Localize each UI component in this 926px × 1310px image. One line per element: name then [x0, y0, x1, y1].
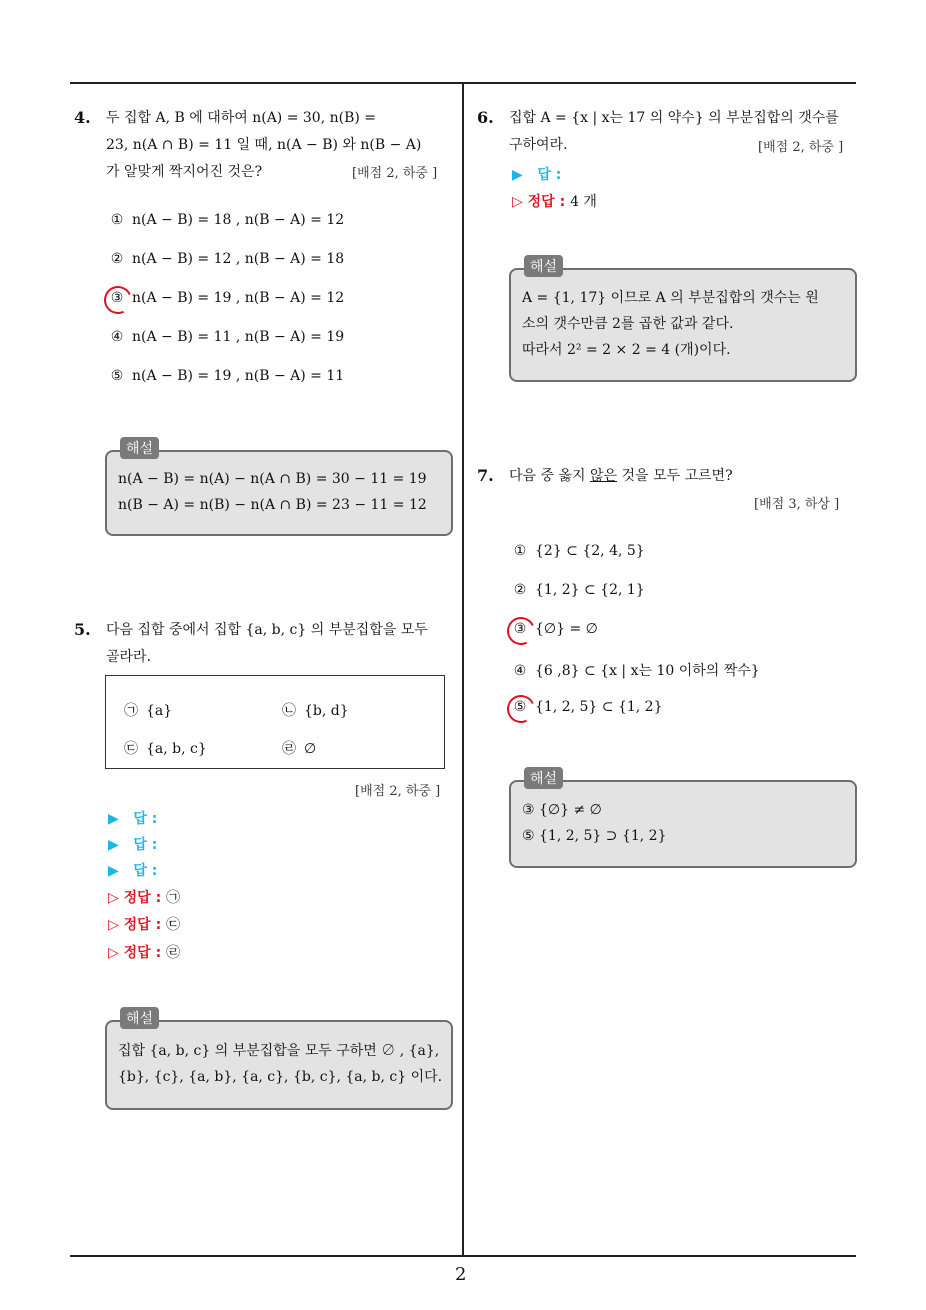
item-text: ∅ [304, 741, 317, 757]
score-label: [배점 2, 하중 ] [355, 784, 441, 799]
correct-answer-line [108, 914, 180, 934]
play-icon: ▶ [108, 837, 119, 853]
choice-4[interactable] [108, 329, 344, 345]
choice-text: {2} ⊂ {2, 4, 5} [535, 543, 645, 559]
choice-text: n(A − B) = 19 , n(B − A) = 12 [132, 290, 345, 306]
box-item-b[interactable] [280, 700, 349, 720]
explanation-line: 따라서 2² = 2 × 2 = 4 (개)이다. [522, 342, 731, 358]
choice-mark: ③ [513, 621, 527, 637]
correct-label: 정답 : [123, 945, 162, 961]
choice-1[interactable] [511, 543, 645, 559]
play-icon: ▶ [512, 167, 523, 183]
item-mark: ㉣ [282, 741, 296, 757]
box-item-c[interactable] [122, 738, 207, 758]
play-icon: ▶ [108, 863, 119, 879]
explanation-line: ③ {∅} ≠ ∅ [522, 802, 602, 818]
outline-play-icon: ▷ [512, 194, 523, 210]
choice-text: {∅} = ∅ [535, 621, 598, 637]
explanation-line: 소의 갯수만큼 2를 곱한 값과 같다. [522, 316, 734, 332]
outline-play-icon: ▷ [108, 917, 119, 933]
choice-mark: ⑤ [513, 699, 527, 715]
bottom-rule [70, 1255, 856, 1257]
choice-mark: ⑤ [110, 368, 124, 384]
explanation-line: A = {1, 17} 이므로 A 의 부분집합의 갯수는 원 [522, 290, 819, 306]
correct-answer-line [108, 887, 180, 907]
answer-circle-mark [503, 613, 539, 649]
correct-value: ㉠ [166, 890, 181, 906]
choice-text: {6 ,8} ⊂ {x | x는 10 이하의 짝수} [535, 663, 760, 679]
correct-answer-line [512, 191, 597, 211]
choice-text: n(A − B) = 19 , n(B − A) = 11 [132, 368, 345, 384]
choice-2[interactable] [511, 582, 645, 598]
question-text-line: 구하여라. [509, 137, 568, 153]
explanation-line: {b}, {c}, {a, b}, {a, c}, {b, c}, {a, b, c} 이다. [118, 1069, 443, 1085]
explanation-tag: 해설 [524, 255, 563, 277]
choice-mark: ② [513, 582, 527, 598]
choice-text: {1, 2, 5} ⊂ {1, 2} [535, 699, 663, 715]
explanation-line: n(B − A) = n(B) − n(A ∩ B) = 23 − 11 = 12 [118, 497, 427, 513]
choice-text: n(A − B) = 11 , n(B − A) = 19 [132, 329, 345, 345]
answer-label: 답 : [133, 837, 158, 853]
choice-mark: ④ [513, 663, 527, 679]
item-text: {b, d} [304, 703, 349, 719]
answer-label: 답 : [537, 167, 562, 183]
answer-line [108, 834, 157, 854]
score-label: [배점 2, 하중 ] [352, 166, 438, 181]
explanation-line: n(A − B) = n(A) − n(A ∩ B) = 30 − 11 = 19 [118, 471, 427, 487]
correct-answer-line [108, 942, 180, 962]
answer-line [108, 808, 157, 828]
choice-mark: ④ [110, 329, 124, 345]
page-number: 2 [455, 1264, 467, 1285]
answer-line [108, 860, 157, 880]
explanation-line: 집합 {a, b, c} 의 부분집합을 모두 구하면 ∅ , {a}, [118, 1043, 440, 1059]
question-number: 6. [477, 108, 494, 127]
item-mark: ㉡ [282, 703, 296, 719]
choice-mark: ① [110, 212, 124, 228]
choice-1[interactable] [108, 212, 344, 228]
choice-text: {1, 2} ⊂ {2, 1} [535, 582, 645, 598]
item-text: {a} [146, 703, 173, 719]
question-number: 4. [74, 108, 91, 127]
question-text-line: 골라라. [106, 649, 152, 665]
choice-2[interactable] [108, 251, 344, 267]
choice-mark: ① [513, 543, 527, 559]
play-icon: ▶ [108, 811, 119, 827]
correct-value: ㉢ [166, 917, 181, 933]
underlined-word: 않은 [589, 468, 618, 484]
question-text-line: 두 집합 A, B 에 대하여 n(A) = 30, n(B) = [106, 110, 377, 126]
correct-label: 정답 : [527, 194, 566, 210]
correct-value: ㉣ [166, 945, 181, 961]
explanation-line: ⑤ {1, 2, 5} ⊃ {1, 2} [522, 828, 667, 844]
outline-play-icon: ▷ [108, 945, 119, 961]
correct-label: 정답 : [123, 890, 162, 906]
answer-circle-mark [100, 282, 136, 318]
question-text-line: 가 알맞게 짝지어진 것은? [106, 164, 263, 180]
question-text-line: 다음 집합 중에서 집합 {a, b, c} 의 부분집합을 모두 [106, 622, 428, 638]
outline-play-icon: ▷ [108, 890, 119, 906]
box-item-d[interactable] [280, 738, 316, 758]
item-mark: ㉢ [124, 741, 138, 757]
question-number: 5. [74, 620, 91, 639]
correct-value: 4 개 [570, 194, 597, 210]
explanation-tag: 해설 [524, 767, 563, 789]
correct-label: 정답 : [123, 917, 162, 933]
question-text: 것을 모두 고르면? [617, 468, 733, 484]
box-item-a[interactable] [122, 700, 172, 720]
score-label: [배점 3, 하상 ] [754, 497, 840, 512]
question-text-line: 23, n(A ∩ B) = 11 일 때, n(A − B) 와 n(B − A) [106, 137, 422, 153]
choice-text: n(A − B) = 18 , n(B − A) = 12 [132, 212, 345, 228]
answer-label: 답 : [133, 811, 158, 827]
choice-3[interactable] [108, 290, 344, 306]
choice-mark: ③ [110, 290, 124, 306]
choice-text: n(A − B) = 12 , n(B − A) = 18 [132, 251, 345, 267]
question-text: 다음 중 옳지 [509, 468, 590, 484]
question-text-line [509, 463, 733, 490]
answer-line [512, 164, 561, 184]
column-divider [462, 82, 464, 1256]
item-text: {a, b, c} [146, 741, 207, 757]
choice-mark: ② [110, 251, 124, 267]
choice-4[interactable] [511, 660, 760, 680]
answer-label: 답 : [133, 863, 158, 879]
explanation-tag: 해설 [120, 437, 159, 459]
choice-5[interactable] [108, 368, 344, 384]
answer-circle-mark [503, 691, 539, 727]
score-label: [배점 2, 하중 ] [758, 140, 844, 155]
question-number: 7. [477, 466, 494, 485]
explanation-tag: 해설 [120, 1007, 159, 1029]
question-text-line: 집합 A = {x | x는 17 의 약수} 의 부분집합의 갯수를 [509, 110, 839, 126]
item-mark: ㉠ [124, 703, 138, 719]
